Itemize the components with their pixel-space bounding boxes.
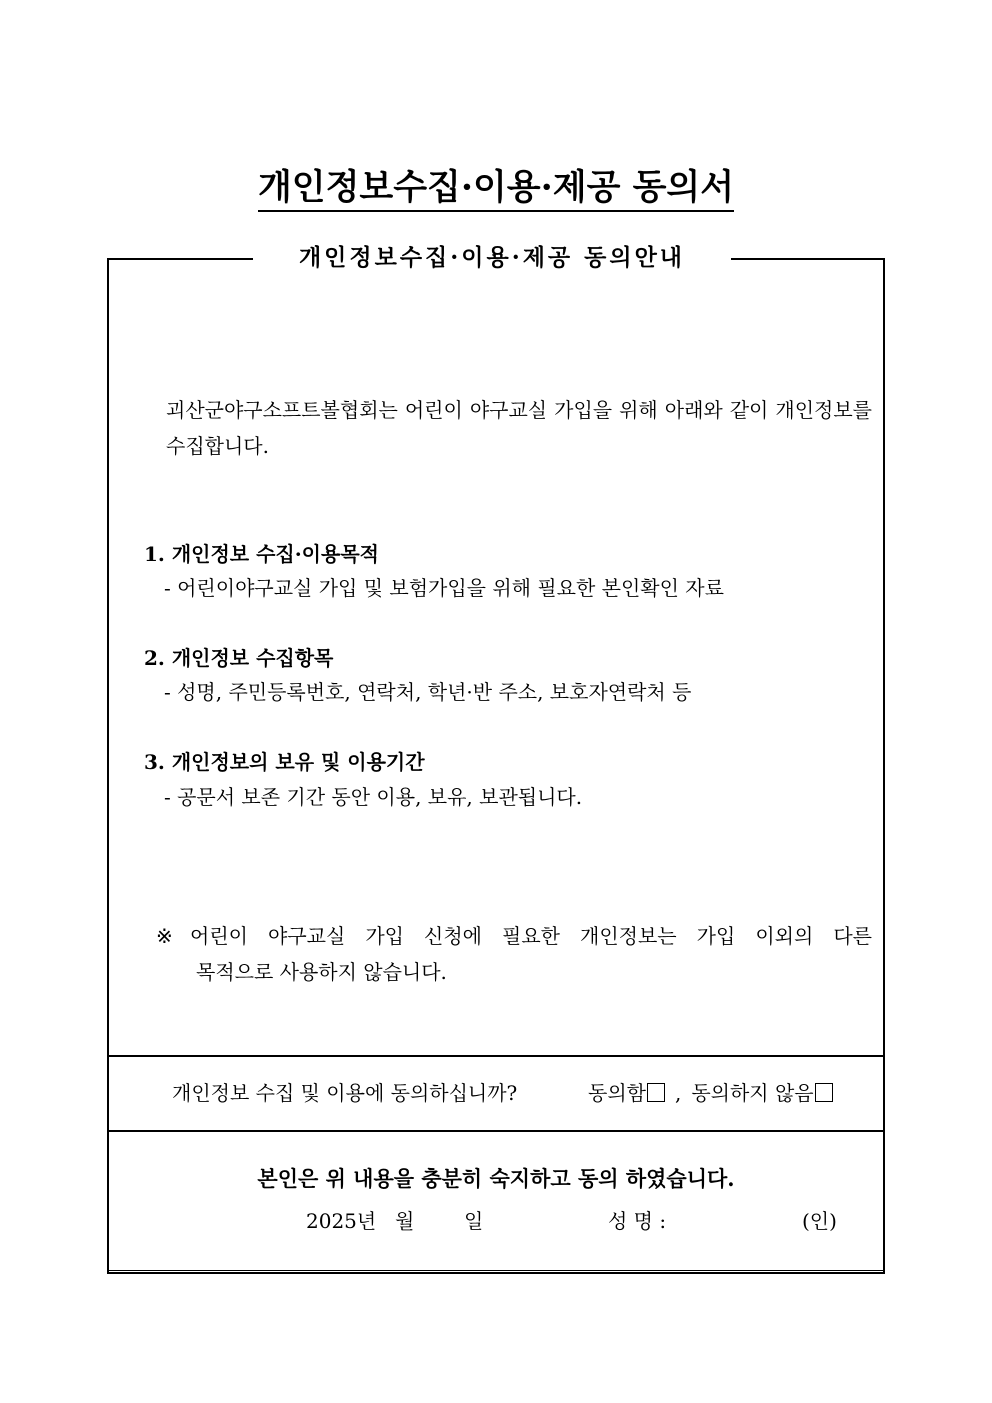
agree-checkbox[interactable] <box>647 1083 665 1102</box>
signature-month: 월 <box>395 1209 415 1233</box>
notice-line-1 <box>156 918 872 954</box>
section-1-item: - 어린이야구교실 가입 및 보험가입을 위해 필요한 본인확인 자료 <box>164 576 724 600</box>
frame-bottom-border <box>107 1270 885 1274</box>
disagree-label: 동의하지 않음 <box>691 1081 814 1105</box>
consent-row-top-divider <box>107 1055 885 1057</box>
guide-heading: 개인정보수집·이용·제공 동의안내 <box>298 244 686 271</box>
frame-top-border-left <box>107 258 253 260</box>
document-title-text: 개인정보수집·이용·제공 동의서 <box>258 167 734 212</box>
section-3-title: 3. 개인정보의 보유 및 이용기간 <box>144 750 425 774</box>
signature-year: 2025년 <box>306 1209 377 1233</box>
notice-line-2: 목적으로 사용하지 않습니다. <box>196 960 447 984</box>
section-3-item: - 공문서 보존 기간 동안 이용, 보유, 보관됩니다. <box>164 785 583 809</box>
signature-seal: (인) <box>802 1209 837 1233</box>
declaration-statement: 본인은 위 내용을 충분히 숙지하고 동의 하였습니다. <box>257 1166 735 1191</box>
notice-block <box>156 918 872 990</box>
frame-left-border <box>107 258 109 1273</box>
consent-question: 개인정보 수집 및 이용에 동의하십니까? <box>172 1081 518 1105</box>
declaration-row-top-divider <box>107 1130 885 1132</box>
reference-mark-icon: ※ <box>156 924 173 948</box>
frame-top-border-right <box>731 258 885 260</box>
document-title <box>0 164 992 212</box>
section-2-title: 2. 개인정보 수집항목 <box>144 646 334 670</box>
agree-label: 동의함 <box>588 1081 646 1105</box>
signature-name-label: 성 명 : <box>608 1209 667 1233</box>
disagree-checkbox[interactable] <box>815 1083 833 1102</box>
section-2-item: - 성명, 주민등록번호, 연락처, 학년·반 주소, 보호자연락처 등 <box>164 680 692 704</box>
signature-day: 일 <box>464 1209 484 1233</box>
consent-options <box>588 1078 833 1108</box>
intro-paragraph: 괴산군야구소프트볼협회는 어린이 야구교실 가입을 위해 아래와 같이 개인정보를 수집합니다. <box>166 398 872 458</box>
notice-text-1: 어린이 야구교실 가입 신청에 필요한 개인정보는 가입 이외의 다른 <box>190 924 872 948</box>
consent-separator: , <box>674 1081 682 1105</box>
section-1-title: 1. 개인정보 수집·이용목적 <box>144 542 379 566</box>
frame-right-border <box>883 258 885 1273</box>
